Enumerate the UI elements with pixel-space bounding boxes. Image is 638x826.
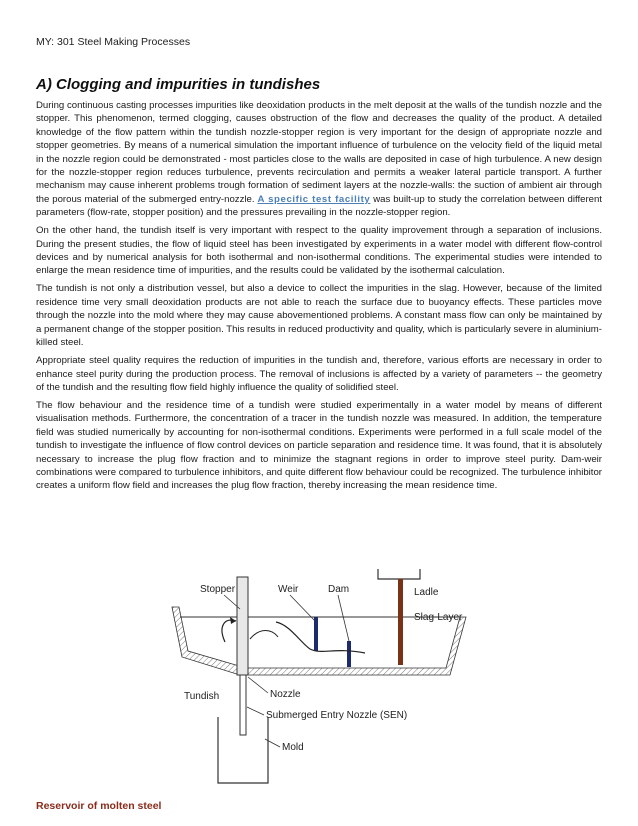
- article-body: [36, 99, 602, 497]
- recirculation-arrow: [222, 620, 236, 642]
- flow-arrow: [276, 622, 365, 653]
- paragraph-1-text-a: During continuous casting processes impurities like deoxidation products in the melt deposit at the walls of the tundish nozzle and the stopper. This phenomenon, termed clogging, causes obstruction of the flow and decreases the quality of the product. A detailed knowledge of the flow pattern within the tundish nozzle-stopper region is very important for the design of appropriate nozzle and stopper geometries. By means of a numerical simulation the important influence of turbulence on the velocity field of the liquid metal in the nozzle region could be demonstrated - most particles close to the walls are deposited in case of high turbulence. A new design for the nozzle-stopper region reduces turbulence, prevents recirculation and permits a weaker lateral particle transport. A further mechanism may cause inherent problems trough formation of sediment layers at the nozzle-walls: the suction of ambient air through the porous material of the submerged entry-nozzle.: [36, 100, 602, 205]
- paragraph-5: The flow behaviour and the residence time of a tundish were studied experimentally in a water model by means of different visualisation methods. Furthermore, the concentration of a tracer in the tundish nozzle was measured. In addition, the temperature field was studied numerically by accounting for non-isothermal conditions. Experiments were performed in a full scale model of the tundish to investigate the influence of flow control devices on particle separation and residence time. It was found, that it is absolutely necessary to increase the plug flow fraction and to minimize the stagnant regions in order to improve steel purity. Dam-weir combinations were compared to turbulence inhibitors, and quite different flow behaviour could be recognized. The turbulence inhibitor creates a uniform flow field and increases the plug flow fraction, thereby increasing the mean residence time.: [36, 399, 602, 492]
- stopper-rod: [237, 577, 248, 675]
- ladle-stream: [398, 579, 403, 665]
- label-sen: Submerged Entry Nozzle (SEN): [266, 710, 408, 721]
- paragraph-1: [36, 99, 602, 220]
- label-dam: Dam: [328, 584, 350, 595]
- sen-tube: [240, 675, 246, 735]
- tundish-diagram: [160, 547, 490, 787]
- weir-bar: [314, 617, 318, 651]
- label-stopper: Stopper: [200, 584, 236, 595]
- leader-mold: [265, 739, 280, 747]
- paragraph-4: Appropriate steel quality requires the reduction of impurities in the tundish and, therefore, various efforts are necessary in order to enhance steel purity during the production process. The removal of inclusions is affected by a variety of parameters -- the geometry of the tundish and the resulting flow field highly influence the quality of solidified steel.: [36, 355, 602, 393]
- test-facility-link[interactable]: A specific test facility: [257, 193, 371, 205]
- paragraph-3: The tundish is not only a distribution vessel, but also a device to collect the impurities in the slag. However, because of the limited residence time very small deoxidation products are not able to reach the surface due to buoyancy effects. These particles move through the nozzle into the mold where they may cause abovementioned problems. A constant mass flow can only be maintained by a permanent change of the stopper position. This results in reduced productivity and quality, which is particularly severe in aluminium-killed steel.: [36, 283, 602, 349]
- label-tundish: Tundish: [184, 691, 220, 702]
- leader-nozzle: [248, 677, 268, 693]
- label-weir: Weir: [278, 584, 299, 595]
- leader-dam: [338, 595, 349, 641]
- label-nozzle: Nozzle: [270, 689, 301, 700]
- tundish-diagram-svg: [160, 547, 490, 787]
- paragraph-1-text-b: was built-up to study the correlation between different parameters (flow-rate, stopper position) and the pressures prevailing in the nozzle-stopper region.: [36, 193, 602, 219]
- leader-sen: [247, 707, 264, 715]
- label-slag-layer: Slag-Layer: [414, 612, 463, 623]
- footer-heading: Reservoir of molten steel: [36, 800, 162, 812]
- label-mold: Mold: [282, 742, 304, 753]
- section-title: A) Clogging and impurities in tundishes: [36, 76, 321, 93]
- page-header: MY: 301 Steel Making Processes: [36, 36, 191, 48]
- flow-curve: [250, 631, 278, 640]
- label-ladle: Ladle: [414, 587, 439, 598]
- ladle-shape: [378, 569, 420, 579]
- paragraph-2: On the other hand, the tundish itself is very important with respect to the quality improvement through a separation of inclusions. During the present studies, the flow of liquid steel has been investigated by experiments in a water model with different flow-control devices and by numerical analysis for both isothermal and non-isothermal conditions. The experimental studies were intended to enlarge the mean residence time of impurities, and the results could be validated by the isothermal calculation.: [36, 225, 602, 277]
- dam-bar: [347, 641, 351, 667]
- arrow-head: [230, 617, 236, 624]
